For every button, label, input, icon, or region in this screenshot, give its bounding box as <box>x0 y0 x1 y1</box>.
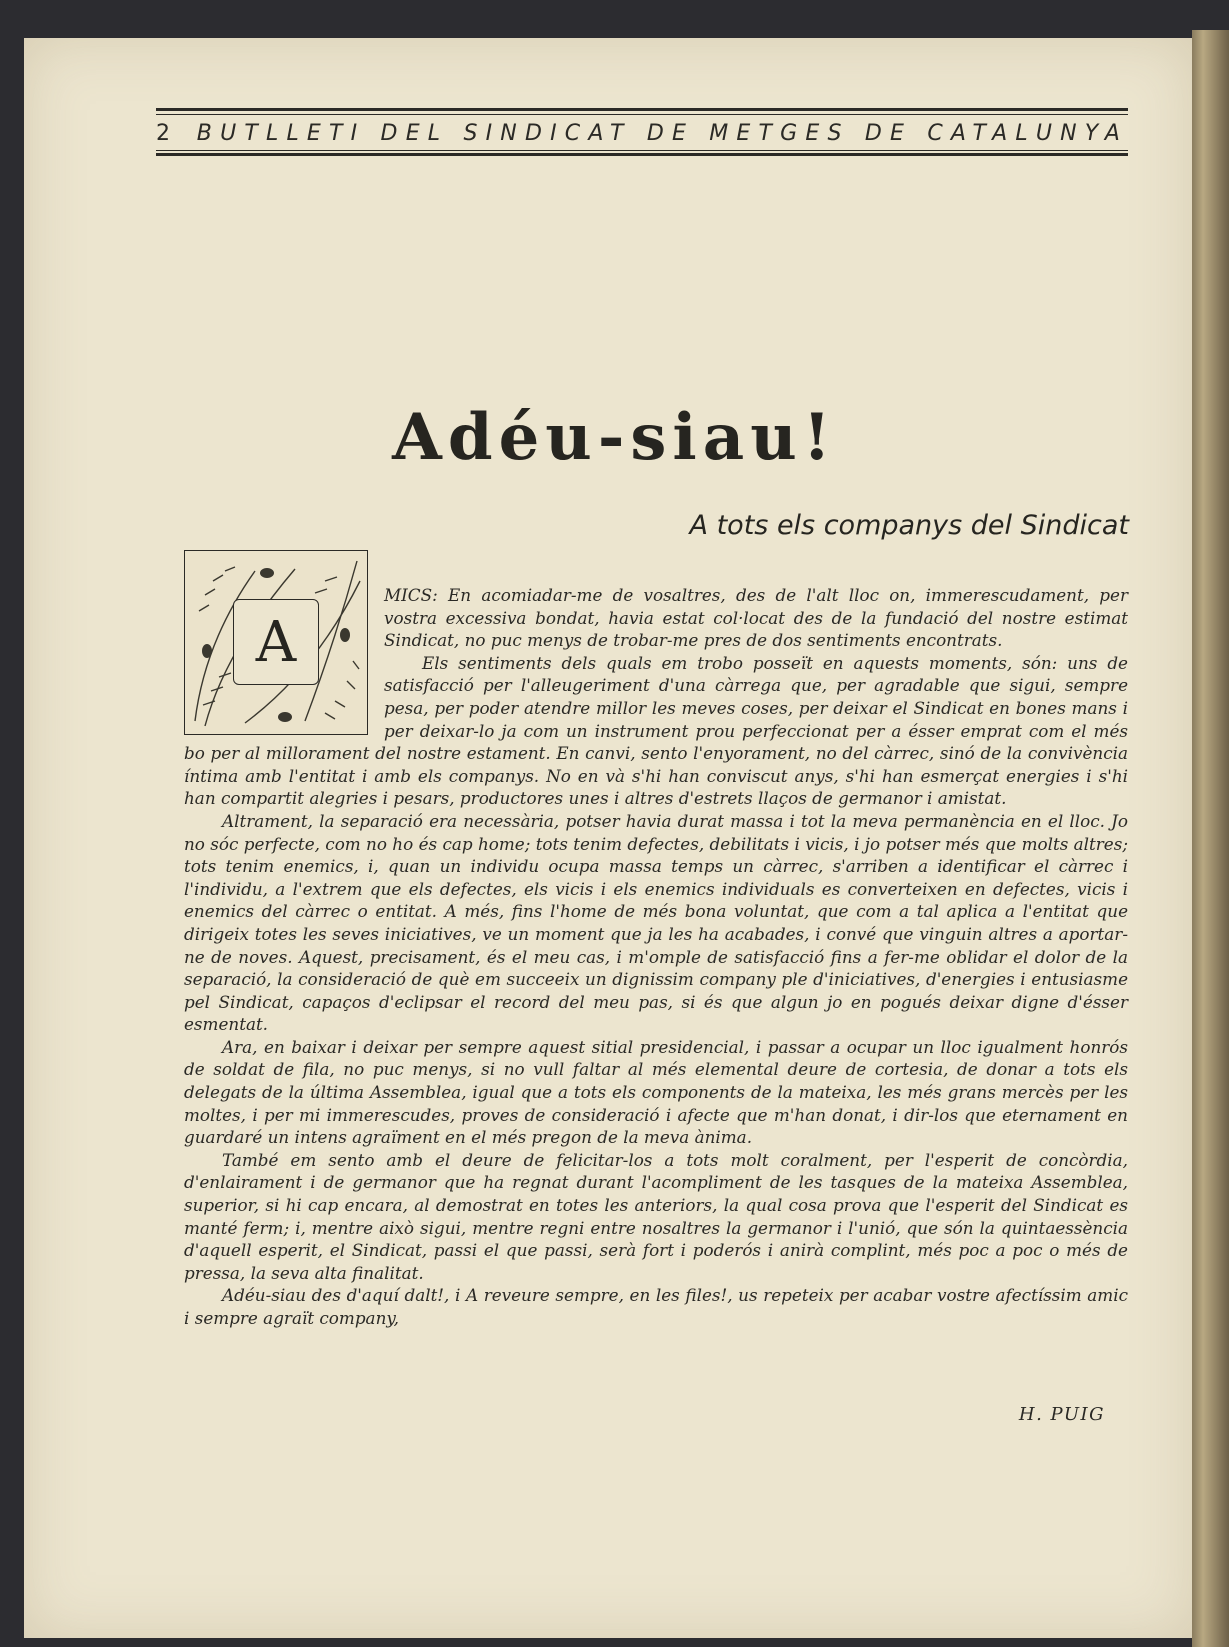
paragraph-1: MICS: En acomiadar-me de vosaltres, des de l'alt lloc on, immerescudament, per vostra excessiva bondat, havia estat col·locat des de la fundació del nostre estimat Sindicat, no puc menys de trobar-me pres de dos sentiments encontrats. <box>384 585 1128 651</box>
header-rule-bottom <box>156 153 1128 156</box>
paragraph-5: També em sento amb el deure de felicitar-los a tots molt coralment, per l'esperit de concòrdia, d'enlairament i de germanor que ha regnat durant l'acompliment de les tasques de la mateixa Assemblea, superior, si hi cap encara, al demostrat en totes les anteriors, la qual cosa prova que l'esperit del Sindicat es manté ferm; i, mentre això sigui, mentre regni entre nosaltres la germanor i l'unió, que són la quintaessència d'aquell esperit, el Sindicat, passi el que passi, serà fort i poderós i anirà complint, més poc a poc o més de pressa, la seva alta finalitat. <box>184 1149 1128 1283</box>
paragraph-3: Altrament, la separació era necessària, potser havia durat massa i tot la meva permanència en el lloc. Jo no sóc perfecte, com no ho és cap home; tots tenim defectes, debilitats i vicis, i jo potser més que molts altres; tots tenim enemics, i, quan un individu ocupa massa temps un càrrec, s'arriben a identificar el càrrec i l'individu, a l'extrem que els defectes, els vicis i els enemics individuals es converteixen en defectes, vicis i enemics del càrrec o entitat. A més, fins l'home de més bona voluntat, que com a tal aplica a l'entitat que dirigeix totes les seves iniciatives, ve un moment que ja les ha acabades, i convé que vinguin altres a aportar-ne de noves. Aquest, precisament, és el meu cas, i m'omple de satisfacció fins a fer-me oblidar el dolor de la separació, la consideració de què em succeeix un dignissim company ple d'iniciatives, d'energies i entusiasme pel Sindicat, capaços d'eclipsar el record del meu pas, si és que algun jo en pogués deixar digne d'ésser esmentat. <box>184 810 1128 1035</box>
journal-title: BUTLLETI DEL SINDICAT DE METGES DE CATALUNYA <box>196 120 1128 146</box>
page-number: 2 <box>156 120 170 146</box>
article-title: Adéu-siau! <box>392 400 837 475</box>
paragraph-4: Ara, en baixar i deixar per sempre aquest sitial presidencial, i passar a ocupar un lloc igualment honrós de soldat de fila, no puc menys, si no vull faltar al més elemental deure de cortesia, de donar a tots els delegats de la última Assemblea, igual que a tots els components de la mateixa, les més grans mercès per les moltes, i per mi immerescudes, proves de consideració i afecte que m'han donat, i dir-los que eternament en guardaré un intens agraïment en el més pregon de la meva ànima. <box>184 1036 1128 1148</box>
article-dedication: A tots els companys del Sindicat <box>689 510 1129 541</box>
paragraph-6: Adéu-siau des d'aquí dalt!, i A reveure sempre, en les files!, us repeteix per acabar vostre afectíssim amic i sempre agraït company, <box>184 1285 1128 1328</box>
header-rule-top <box>156 108 1128 111</box>
header-row <box>156 119 1128 147</box>
paragraph-2: Els sentiments dels quals em trobo posseït en aquests moments, són: uns de satisfacció per l'alleugeriment d'una càrrega que, per agradable que sigui, sempre pesa, per poder atendre millor les meves coses, per deixar el Sindicat en bones mans i per deixar-lo ja com un instrument prou perfeccionat per a ésser emprat com el més bo per al millorament del nostre estament. En canvi, sento l'enyorament, no del càrrec, sinó de la convivència íntima amb l'entitat i amb els companys. No en và s'hi han conviscut anys, s'hi han esmerçat energies i s'hi han compartit alegries i pesars, productores unes i altres d'estrets llaços de germanor i amistat. <box>184 652 1128 809</box>
article-body <box>184 584 1128 1330</box>
running-header <box>156 108 1128 168</box>
header-rule-bottom-thin <box>156 150 1128 151</box>
initial-letter: A <box>233 599 319 685</box>
initial-spacer <box>184 584 384 724</box>
page-edge <box>1192 30 1229 1647</box>
signature: H. PUIG <box>1018 1404 1105 1425</box>
header-rule-top-thin <box>156 114 1128 115</box>
